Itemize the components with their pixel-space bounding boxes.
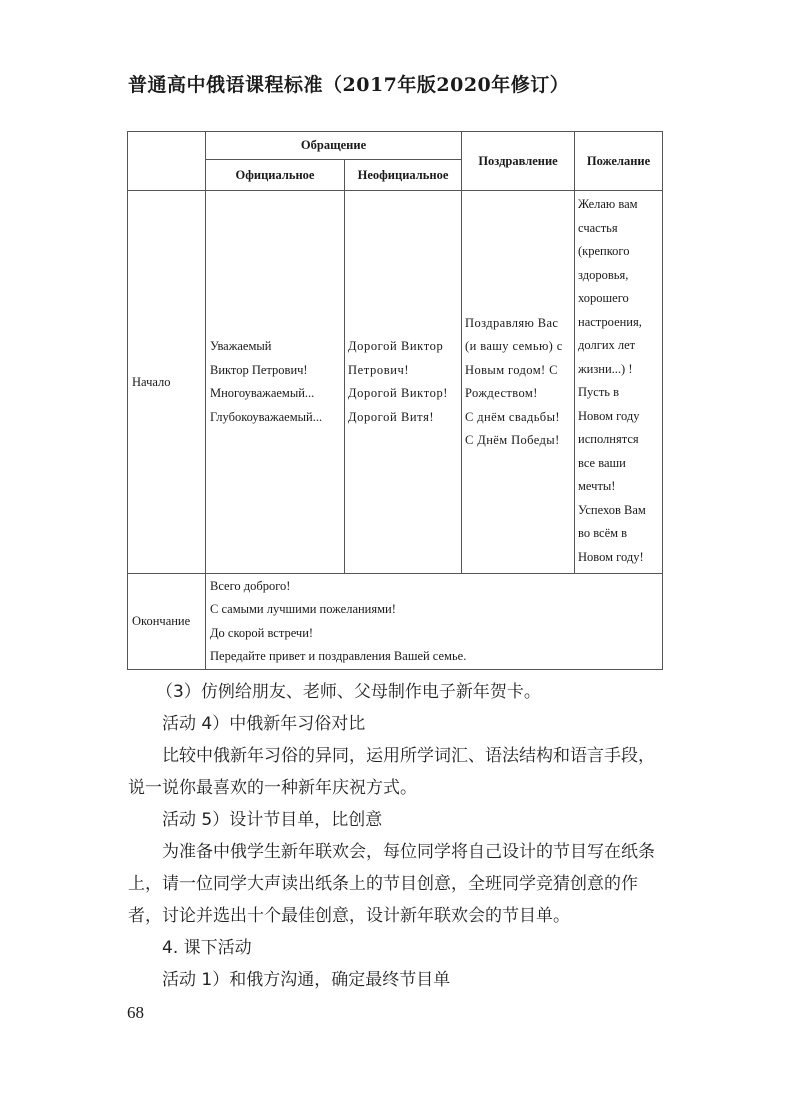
pozhelanie-line: здоровья, <box>578 267 629 282</box>
pozhelanie-line: Новом году <box>578 408 640 423</box>
unofficial-line: Дорогой Витя! <box>348 409 435 424</box>
ending-cell <box>206 574 663 670</box>
pozdravlenie-line: Новым годом! С <box>465 362 558 377</box>
page-number: 68 <box>127 1003 144 1022</box>
pozhelanie-line: долгих лет <box>578 338 636 352</box>
pozhelanie-line: Новом году! <box>578 549 644 564</box>
pozhelanie-line: (крепкого <box>578 244 630 258</box>
pozhelanie-line: Пусть в <box>578 385 620 399</box>
header-official: Официальное <box>206 160 345 191</box>
activity-heading: 活动 4）中俄新年习俗对比 <box>162 714 366 734</box>
header-pozhelanie: Пожелание <box>575 132 663 191</box>
ending-line: Всего доброго! <box>210 578 291 593</box>
pozhelanie-line: настроения, <box>578 314 642 329</box>
activity-heading: 活动 1）和俄方沟通，确定最终节目单 <box>162 970 451 990</box>
pozhelanie-line: жизни...) ! <box>578 361 633 376</box>
pozhelanie-line: Успехов Вам <box>578 502 646 517</box>
phrases-table <box>127 131 663 670</box>
pozdravlenie-line: С днём свадьбы! <box>465 409 560 424</box>
header-unofficial: Неофициальное <box>345 160 462 191</box>
official-line: Уважаемый <box>210 339 272 353</box>
page-header: 普通高中俄语课程标准（2017年版2020年修订） <box>128 74 570 96</box>
row-label-start: Начало <box>128 191 206 574</box>
unofficial-line: Дорогой Виктор! <box>348 386 449 400</box>
ending-line: Передайте привет и поздравления Вашей семье. <box>210 649 467 663</box>
ending-line: До скорой встречи! <box>210 625 314 640</box>
paragraph: 比较中俄新年习俗的异同，运用所学词汇、语法结构和语言手段，说一说你最喜欢的一种新年庆祝方式。 <box>128 746 655 798</box>
header-obrashchenie: Обращение <box>206 132 462 160</box>
pozdravlenie-line: Рождеством! <box>465 386 538 400</box>
ending-line: С самыми лучшими пожеланиями! <box>210 602 396 616</box>
pozhelanie-line: Желаю вам <box>578 197 638 211</box>
pozdravlenie-line: С Днём Победы! <box>465 433 560 447</box>
unofficial-line: Дорогой Виктор <box>348 339 444 353</box>
pozhelanie-line: исполнятся <box>578 432 639 446</box>
unofficial-line: Петрович! <box>348 362 410 377</box>
pozhelanie-cell <box>575 191 663 574</box>
header-pozdravlenie: Поздравление <box>462 132 575 191</box>
section-heading: 4. 课下活动 <box>162 938 252 958</box>
paragraph: 为准备中俄学生新年联欢会，每位同学将自己设计的节目写在纸条上，请一位同学大声读出纸条上的节目创意，全班同学竞猜创意的作者，讨论并选出十个最佳创意，设计新年联欢会的节目单。 <box>128 842 655 926</box>
pozdravlenie-line: Поздравляю Вас <box>465 315 559 330</box>
pozhelanie-line: счастья <box>578 220 618 235</box>
body-text <box>128 676 668 996</box>
corner-cell <box>128 132 206 191</box>
pozhelanie-line: хорошего <box>578 291 629 305</box>
pozdravlenie-line: (и вашу семью) с <box>465 339 563 353</box>
pozhelanie-line: мечты! <box>578 479 616 493</box>
row-label-end: Окончание <box>128 574 206 670</box>
pozhelanie-line: все ваши <box>578 455 626 470</box>
official-line: Многоуважаемый... <box>210 386 315 400</box>
paragraph: （3）仿例给朋友、老师、父母制作电子新年贺卡。 <box>156 682 541 702</box>
pozdravlenie-cell <box>462 191 575 574</box>
unofficial-cell <box>345 191 462 574</box>
activity-heading: 活动 5）设计节目单，比创意 <box>162 810 383 830</box>
official-line: Глубокоуважаемый... <box>210 409 323 424</box>
official-cell <box>206 191 345 574</box>
pozhelanie-line: во всём в <box>578 526 628 540</box>
official-line: Виктор Петрович! <box>210 362 308 377</box>
